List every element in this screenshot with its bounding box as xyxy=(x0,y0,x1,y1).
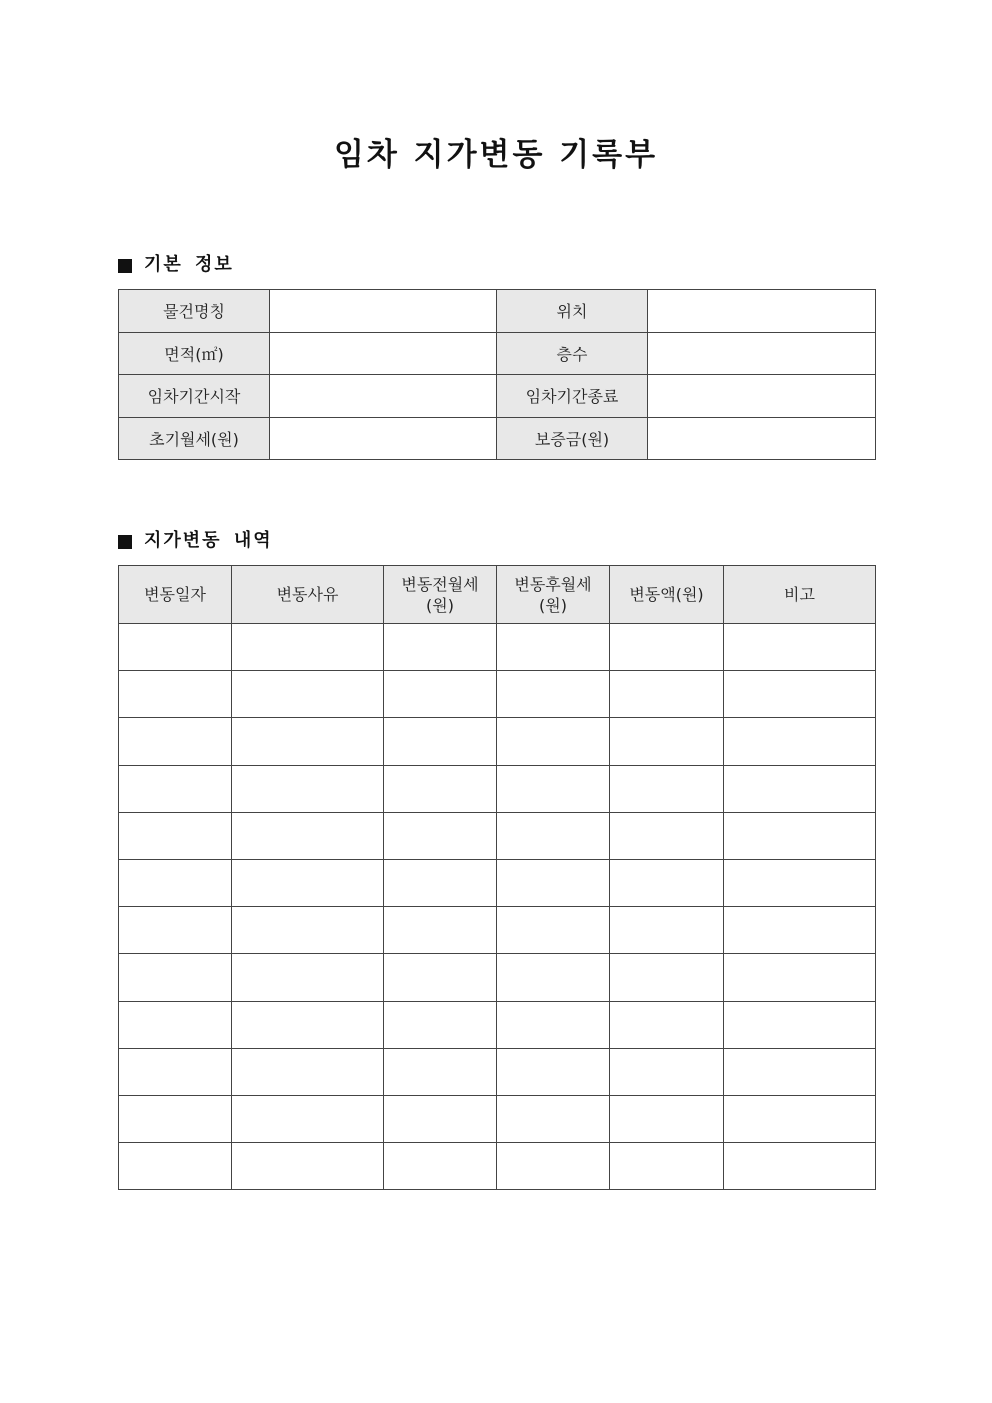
rent-after-cell[interactable] xyxy=(497,1001,610,1048)
rent-before-cell[interactable] xyxy=(384,1143,497,1190)
lease-end-field[interactable] xyxy=(648,375,876,418)
table-row xyxy=(119,417,876,460)
change-reason-cell[interactable] xyxy=(232,718,384,765)
table-row xyxy=(119,624,876,671)
remarks-cell[interactable] xyxy=(724,718,876,765)
remarks-cell[interactable] xyxy=(724,812,876,859)
change-date-cell[interactable] xyxy=(119,671,232,718)
change-date-cell[interactable] xyxy=(119,718,232,765)
change-reason-cell[interactable] xyxy=(232,1095,384,1142)
table-row xyxy=(119,1001,876,1048)
remarks-cell[interactable] xyxy=(724,624,876,671)
field-label-lease-start: 임차기간시작 xyxy=(119,375,270,418)
rent-after-cell[interactable] xyxy=(497,624,610,671)
change-date-cell[interactable] xyxy=(119,1048,232,1095)
change-date-cell[interactable] xyxy=(119,765,232,812)
rent-before-cell[interactable] xyxy=(384,954,497,1001)
square-bullet-icon xyxy=(118,535,132,549)
change-amount-cell[interactable] xyxy=(610,671,724,718)
table-row xyxy=(119,1143,876,1190)
change-amount-cell[interactable] xyxy=(610,718,724,765)
column-header-change-reason: 변동사유 xyxy=(232,566,384,624)
rent-before-cell[interactable] xyxy=(384,624,497,671)
remarks-cell[interactable] xyxy=(724,859,876,906)
change-amount-cell[interactable] xyxy=(610,1001,724,1048)
rent-after-cell[interactable] xyxy=(497,671,610,718)
rent-before-cell[interactable] xyxy=(384,1001,497,1048)
rent-before-cell[interactable] xyxy=(384,907,497,954)
table-row xyxy=(119,332,876,375)
table-row xyxy=(119,290,876,333)
remarks-cell[interactable] xyxy=(724,1095,876,1142)
basic-info-table xyxy=(118,289,876,460)
change-reason-cell[interactable] xyxy=(232,671,384,718)
rent-before-cell[interactable] xyxy=(384,765,497,812)
rent-before-cell[interactable] xyxy=(384,812,497,859)
change-amount-cell[interactable] xyxy=(610,624,724,671)
section-heading-label: 지가변동 내역 xyxy=(144,530,273,551)
table-row xyxy=(119,671,876,718)
change-date-cell[interactable] xyxy=(119,812,232,859)
table-row xyxy=(119,1048,876,1095)
change-reason-cell[interactable] xyxy=(232,907,384,954)
rent-after-cell[interactable] xyxy=(497,765,610,812)
initial-rent-field[interactable] xyxy=(270,417,497,460)
change-amount-cell[interactable] xyxy=(610,859,724,906)
lease-start-field[interactable] xyxy=(270,375,497,418)
change-amount-cell[interactable] xyxy=(610,1143,724,1190)
change-reason-cell[interactable] xyxy=(232,1001,384,1048)
rent-before-cell[interactable] xyxy=(384,1048,497,1095)
column-header-label: 변동전월세(원) xyxy=(401,574,479,615)
rent-after-cell[interactable] xyxy=(497,1048,610,1095)
change-amount-cell[interactable] xyxy=(610,1048,724,1095)
table-row xyxy=(119,812,876,859)
change-date-cell[interactable] xyxy=(119,1143,232,1190)
section-heading-price-changes xyxy=(118,528,273,554)
change-reason-cell[interactable] xyxy=(232,1143,384,1190)
remarks-cell[interactable] xyxy=(724,1143,876,1190)
change-reason-cell[interactable] xyxy=(232,1048,384,1095)
table-row xyxy=(119,954,876,1001)
field-label-area: 면적(㎡) xyxy=(119,332,270,375)
table-row xyxy=(119,375,876,418)
rent-after-cell[interactable] xyxy=(497,1143,610,1190)
change-amount-cell[interactable] xyxy=(610,765,724,812)
remarks-cell[interactable] xyxy=(724,765,876,812)
change-date-cell[interactable] xyxy=(119,1001,232,1048)
change-date-cell[interactable] xyxy=(119,859,232,906)
square-bullet-icon xyxy=(118,259,132,273)
change-amount-cell[interactable] xyxy=(610,1095,724,1142)
column-header-change-date: 변동일자 xyxy=(119,566,232,624)
rent-before-cell[interactable] xyxy=(384,718,497,765)
table-row xyxy=(119,1095,876,1142)
table-row xyxy=(119,765,876,812)
price-change-table-body xyxy=(119,624,876,1190)
change-reason-cell[interactable] xyxy=(232,765,384,812)
rent-after-cell[interactable] xyxy=(497,1095,610,1142)
remarks-cell[interactable] xyxy=(724,1001,876,1048)
rent-before-cell[interactable] xyxy=(384,859,497,906)
price-change-table xyxy=(118,565,876,1190)
page-title: 임차 지가변동 기록부 xyxy=(333,137,659,173)
rent-before-cell[interactable] xyxy=(384,1095,497,1142)
change-reason-cell[interactable] xyxy=(232,812,384,859)
column-header-rent-before xyxy=(384,566,497,624)
deposit-field[interactable] xyxy=(648,417,876,460)
field-label-floor: 층수 xyxy=(497,332,648,375)
field-label-location: 위치 xyxy=(497,290,648,333)
change-reason-cell[interactable] xyxy=(232,859,384,906)
change-amount-cell[interactable] xyxy=(610,812,724,859)
field-label-initial-rent: 초기월세(원) xyxy=(119,417,270,460)
rent-after-cell[interactable] xyxy=(497,718,610,765)
change-date-cell[interactable] xyxy=(119,907,232,954)
location-field[interactable] xyxy=(648,290,876,333)
section-heading-basic-info xyxy=(118,252,234,278)
change-amount-cell[interactable] xyxy=(610,907,724,954)
column-header-remarks: 비고 xyxy=(724,566,876,624)
remarks-cell[interactable] xyxy=(724,1048,876,1095)
rent-after-cell[interactable] xyxy=(497,859,610,906)
section-heading-label: 기본 정보 xyxy=(144,254,234,275)
rent-after-cell[interactable] xyxy=(497,954,610,1001)
column-header-change-amount: 변동액(원) xyxy=(610,566,724,624)
rent-before-cell[interactable] xyxy=(384,671,497,718)
remarks-cell[interactable] xyxy=(724,954,876,1001)
remarks-cell[interactable] xyxy=(724,907,876,954)
property-name-field[interactable] xyxy=(270,290,497,333)
floor-field[interactable] xyxy=(648,332,876,375)
change-date-cell[interactable] xyxy=(119,624,232,671)
area-field[interactable] xyxy=(270,332,497,375)
field-label-property-name: 물건명칭 xyxy=(119,290,270,333)
change-date-cell[interactable] xyxy=(119,954,232,1001)
field-label-lease-end: 임차기간종료 xyxy=(497,375,648,418)
rent-after-cell[interactable] xyxy=(497,907,610,954)
change-date-cell[interactable] xyxy=(119,1095,232,1142)
table-header-row xyxy=(119,566,876,624)
remarks-cell[interactable] xyxy=(724,671,876,718)
change-reason-cell[interactable] xyxy=(232,954,384,1001)
change-amount-cell[interactable] xyxy=(610,954,724,1001)
table-row xyxy=(119,859,876,906)
change-reason-cell[interactable] xyxy=(232,624,384,671)
column-header-label: 변동후월세(원) xyxy=(514,574,592,615)
column-header-rent-after xyxy=(497,566,610,624)
table-row xyxy=(119,718,876,765)
rent-after-cell[interactable] xyxy=(497,812,610,859)
table-row xyxy=(119,907,876,954)
field-label-deposit: 보증금(원) xyxy=(497,417,648,460)
